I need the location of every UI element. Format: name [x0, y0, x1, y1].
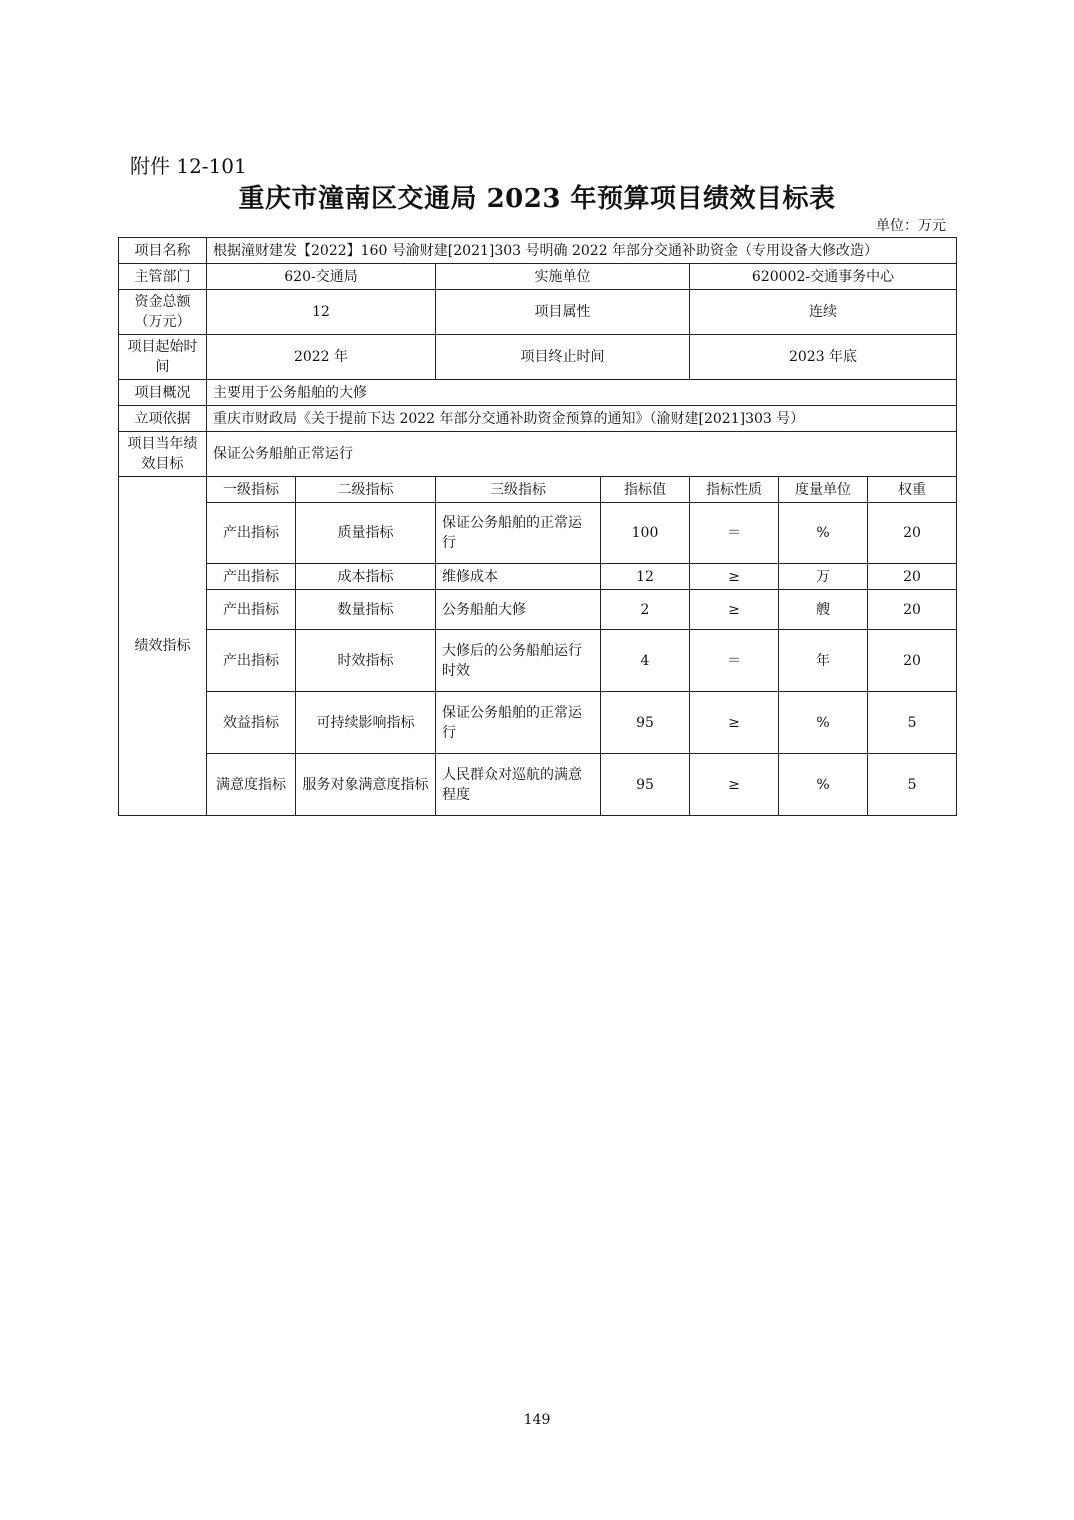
basis-value: 重庆市财政局《关于提前下达 2022 年部分交通补助资金预算的通知》（渝财建[2021]303 号） — [207, 406, 957, 432]
level3-cell: 大修后的公务船舶运行时效 — [436, 630, 601, 692]
nature-cell: ≥ — [690, 692, 779, 754]
impl-label: 实施单位 — [436, 264, 690, 290]
level2-cell: 服务对象满意度指标 — [296, 754, 436, 816]
goal-label: 项目当年绩效目标 — [119, 432, 207, 477]
level3-cell: 维修成本 — [436, 564, 601, 590]
header-level2: 二级指标 — [296, 477, 436, 503]
unit-cell: % — [779, 754, 868, 816]
unit-cell: % — [779, 503, 868, 564]
indicator-header-row — [119, 477, 957, 503]
table-row — [119, 503, 957, 564]
level1-cell: 产出指标 — [207, 590, 296, 630]
row-department — [119, 264, 957, 290]
level2-cell: 数量指标 — [296, 590, 436, 630]
fund-label: 资金总额（万元） — [119, 290, 207, 335]
nature-cell: ≥ — [690, 564, 779, 590]
level1-cell: 产出指标 — [207, 564, 296, 590]
level1-cell: 产出指标 — [207, 503, 296, 564]
row-time — [119, 335, 957, 380]
unit-label: 单位：万元 — [876, 218, 946, 234]
level3-cell: 公务船舶大修 — [436, 590, 601, 630]
impl-value: 620002-交通事务中心 — [690, 264, 957, 290]
value-cell: 100 — [601, 503, 690, 564]
attr-label: 项目属性 — [436, 290, 690, 335]
unit-cell: 艘 — [779, 590, 868, 630]
project-name-value: 根据潼财建发【2022】160 号渝财建[2021]303 号明确 2022 年部分交通补助资金（专用设备大修改造） — [207, 238, 957, 264]
document-title: 重庆市潼南区交通局 2023 年预算项目绩效目标表 — [238, 184, 836, 214]
row-basis — [119, 406, 957, 432]
goal-value: 保证公务船舶正常运行 — [207, 432, 957, 477]
level2-cell: 可持续影响指标 — [296, 692, 436, 754]
weight-cell: 20 — [868, 503, 957, 564]
nature-cell: ≥ — [690, 754, 779, 816]
value-cell: 4 — [601, 630, 690, 692]
weight-cell: 5 — [868, 754, 957, 816]
table-row — [119, 754, 957, 816]
basis-label: 立项依据 — [119, 406, 207, 432]
level3-cell: 保证公务船舶的正常运行 — [436, 503, 601, 564]
header-weight: 权重 — [868, 477, 957, 503]
end-value: 2023 年底 — [690, 335, 957, 380]
header-nature: 指标性质 — [690, 477, 779, 503]
level1-cell: 满意度指标 — [207, 754, 296, 816]
header-level1: 一级指标 — [207, 477, 296, 503]
nature-cell: ≥ — [690, 590, 779, 630]
level2-cell: 时效指标 — [296, 630, 436, 692]
value-cell: 12 — [601, 564, 690, 590]
table-row — [119, 630, 957, 692]
end-label: 项目终止时间 — [436, 335, 690, 380]
indicators-section-label: 绩效指标 — [119, 477, 207, 816]
unit-cell: % — [779, 692, 868, 754]
level1-cell: 效益指标 — [207, 692, 296, 754]
performance-target-table — [118, 237, 957, 816]
page-number: 149 — [523, 1412, 551, 1428]
table-row — [119, 590, 957, 630]
level3-cell: 人民群众对巡航的满意程度 — [436, 754, 601, 816]
level3-cell: 保证公务船舶的正常运行 — [436, 692, 601, 754]
header-level3: 三级指标 — [436, 477, 601, 503]
table-row — [119, 692, 957, 754]
value-cell: 95 — [601, 692, 690, 754]
level2-cell: 质量指标 — [296, 503, 436, 564]
fund-value: 12 — [207, 290, 436, 335]
row-overview — [119, 380, 957, 406]
header-unit: 度量单位 — [779, 477, 868, 503]
level2-cell: 成本指标 — [296, 564, 436, 590]
nature-cell: ＝ — [690, 630, 779, 692]
weight-cell: 20 — [868, 590, 957, 630]
table-row — [119, 564, 957, 590]
attachment-label: 附件 12-101 — [130, 154, 247, 178]
overview-value: 主要用于公务船舶的大修 — [207, 380, 957, 406]
value-cell: 2 — [601, 590, 690, 630]
start-value: 2022 年 — [207, 335, 436, 380]
row-fund — [119, 290, 957, 335]
value-cell: 95 — [601, 754, 690, 816]
header-value: 指标值 — [601, 477, 690, 503]
unit-cell: 万 — [779, 564, 868, 590]
weight-cell: 20 — [868, 630, 957, 692]
start-label: 项目起始时间 — [119, 335, 207, 380]
weight-cell: 20 — [868, 564, 957, 590]
level1-cell: 产出指标 — [207, 630, 296, 692]
row-goal — [119, 432, 957, 477]
dept-value: 620-交通局 — [207, 264, 436, 290]
row-project-name — [119, 238, 957, 264]
nature-cell: ＝ — [690, 503, 779, 564]
weight-cell: 5 — [868, 692, 957, 754]
attr-value: 连续 — [690, 290, 957, 335]
overview-label: 项目概况 — [119, 380, 207, 406]
project-name-label: 项目名称 — [119, 238, 207, 264]
unit-cell: 年 — [779, 630, 868, 692]
dept-label: 主管部门 — [119, 264, 207, 290]
